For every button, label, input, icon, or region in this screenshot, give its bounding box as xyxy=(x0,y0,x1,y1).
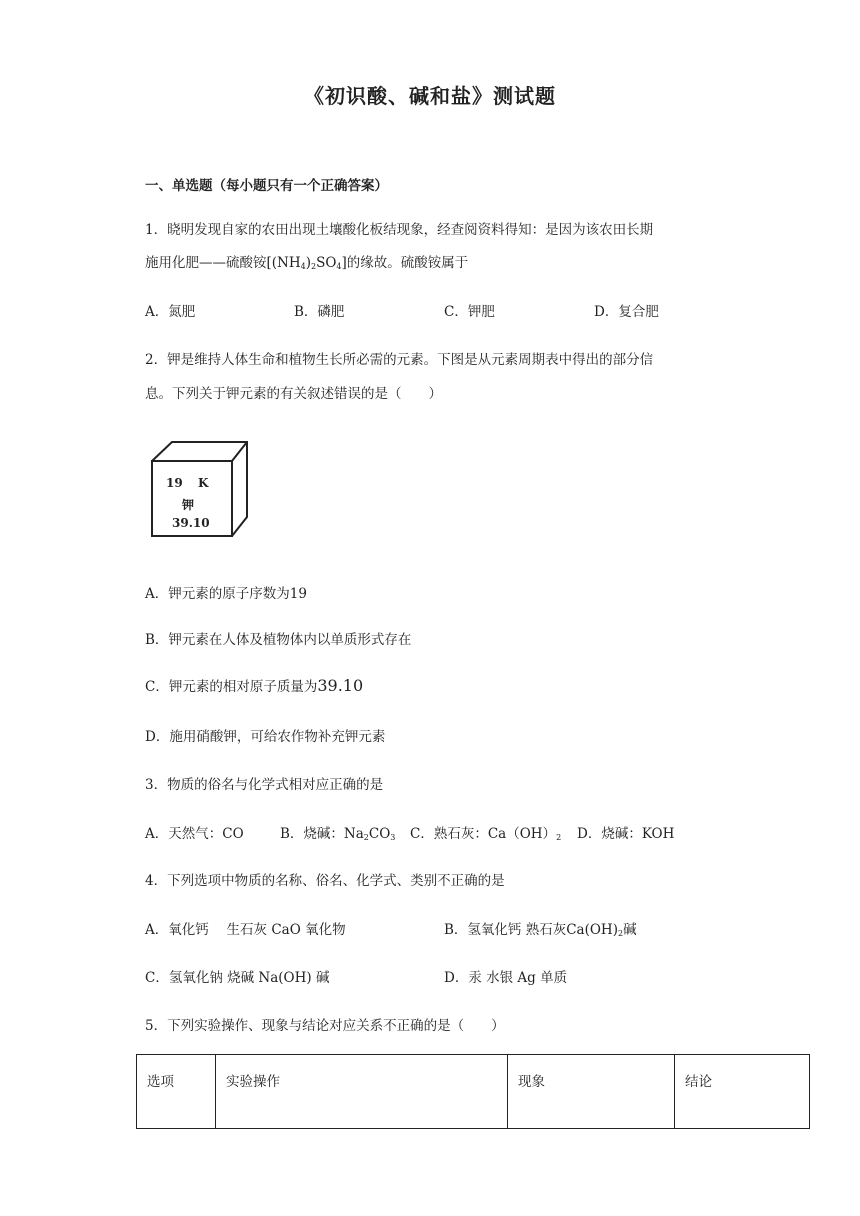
element-name: 钾 xyxy=(182,498,195,512)
table-header-operation: 实验操作 xyxy=(216,1055,508,1129)
table-header-conclusion: 结论 xyxy=(675,1055,810,1129)
q4-option-c: C．氢氧化钠 烧碱 Na(OH) 碱 xyxy=(145,970,330,986)
table-header-row xyxy=(137,1055,810,1129)
page-title: 《初识酸、碱和盐》测试题 xyxy=(304,84,556,108)
q2-stem-line1: 2．钾是维持人体生命和植物生长所必需的元素。下图是从元素周期表中得出的部分信 xyxy=(145,352,654,368)
q3-option-b: B．烧碱：$Na_2CO_3$ xyxy=(280,826,396,842)
q4-option-d: D．汞 水银 Ag 单质 xyxy=(444,970,568,986)
q3-stem: 3．物质的俗名与化学式相对应正确的是 xyxy=(145,777,384,793)
q3-option-d: D．烧碱：KOH xyxy=(577,826,675,842)
table-header-option: 选项 xyxy=(137,1055,216,1129)
section-heading: 一、单选题（每小题只有一个正确答案） xyxy=(145,178,388,194)
q3-option-c: C．熟石灰：$Ca(OH)_2$ xyxy=(410,826,562,842)
q1-option-c: C．钾肥 xyxy=(444,304,495,320)
table-header-phenomenon: 现象 xyxy=(508,1055,675,1129)
element-atomic-mass: 39.10 xyxy=(172,516,210,530)
q3-option-a: A．天然气：CO xyxy=(145,826,244,842)
q2-stem-line2: 息。下列关于钾元素的有关叙述错误的是（ ） xyxy=(145,386,442,402)
q2-option-b: B．钾元素在人体及植物体内以单质形式存在 xyxy=(145,632,412,648)
element-symbol: K xyxy=(198,476,209,490)
q5-experiment-table xyxy=(136,1054,810,1129)
q1-option-b: B．磷肥 xyxy=(294,304,345,320)
element-atomic-number: 19 xyxy=(166,476,183,490)
q1-stem-line1: 1．晓明发现自家的农田出现土壤酸化板结现象，经查阅资料得知：是因为该农田长期 xyxy=(145,222,654,238)
q1-stem-line2: 施用化肥——硫酸铵$[(NH_4)_2SO_4]$的缘故。硫酸铵属于 xyxy=(145,255,469,271)
q4-option-b: B．氢氧化钙 熟石灰$Ca(OH)_2$碱 xyxy=(444,922,637,938)
element-card-potassium xyxy=(145,436,255,541)
q2-option-c: C．钾元素的相对原子质量为39.10 xyxy=(145,676,364,695)
q4-option-a: A．氧化钙 生石灰 CaO 氧化物 xyxy=(145,922,346,938)
q1-option-d: D．复合肥 xyxy=(594,304,659,320)
q2-option-c-value: 39.10 xyxy=(317,676,364,695)
q2-option-a: A．钾元素的原子序数为19 xyxy=(145,586,307,602)
q2-option-d: D．施用硝酸钾，可给农作物补充钾元素 xyxy=(145,729,386,745)
q1-option-a: A．氮肥 xyxy=(145,304,196,320)
q4-stem: 4．下列选项中物质的名称、俗名、化学式、类别不正确的是 xyxy=(145,873,505,889)
q5-stem: 5．下列实验操作、现象与结论对应关系不正确的是（ ） xyxy=(145,1018,505,1034)
